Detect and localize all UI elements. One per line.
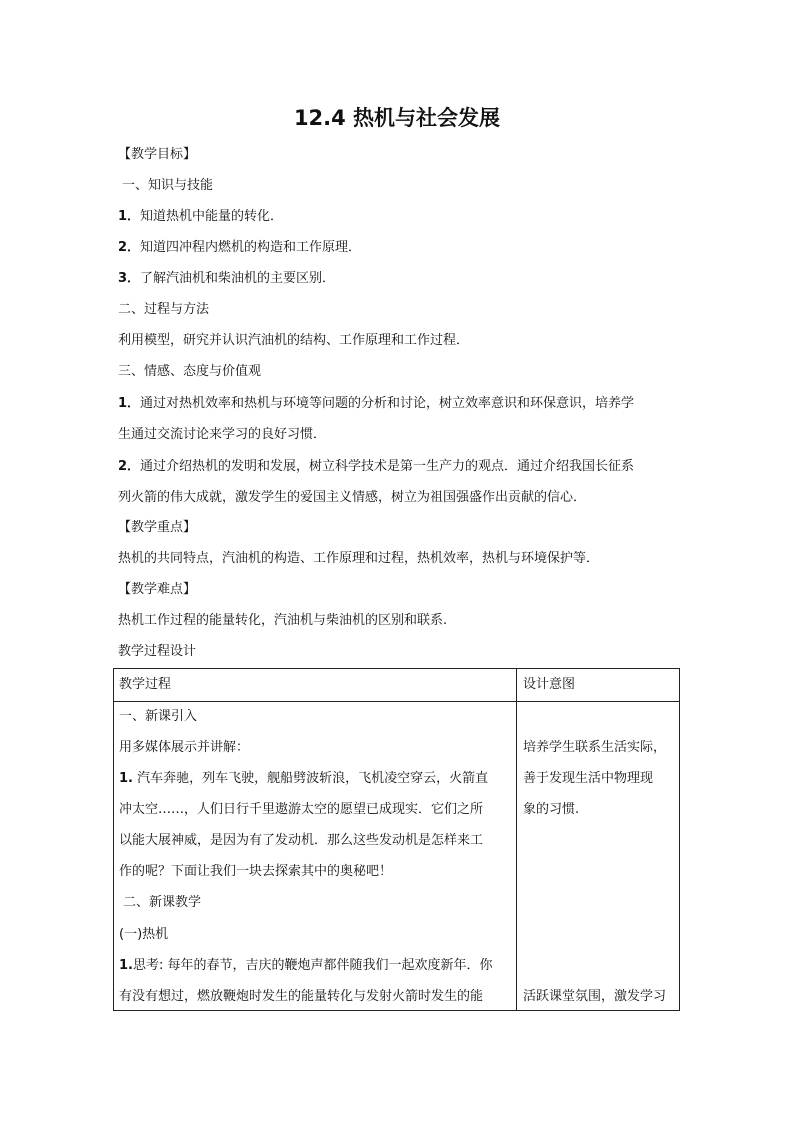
difficult-points-text: 热机工作过程的能量转化，汽油机与柴油机的区别和联系. (118, 613, 448, 628)
process-line: 以能大展神威，是因为有了发动机．那么这些发动机是怎样来工 (119, 833, 484, 848)
section2-heading: 二、过程与方法 (118, 302, 210, 317)
difficult-points-heading: 【教学难点】 (118, 582, 197, 597)
process-line: (一)热机 (119, 927, 169, 942)
item-number: 1. (119, 958, 133, 973)
item-text: 了解汽油机和柴油机的主要区别． (140, 271, 336, 286)
objective-item-1 (118, 207, 283, 227)
process-line: 用多媒体展示并讲解： (119, 740, 250, 755)
process-line: 有没有想过，燃放鞭炮时发生的能量转化与发射火箭时发生的能 (119, 989, 484, 1004)
header-divider (114, 701, 679, 702)
section2-text: 利用模型，研究并认识汽油机的结构、工作原理和工作过程． (118, 333, 470, 348)
header-process: 教学过程 (119, 677, 172, 692)
item-text: 汽车奔驰，列车飞驶，舰船劈波斩浪，飞机凌空穿云，火箭直 (132, 771, 489, 786)
item-number: 1. (119, 771, 133, 786)
section3-heading: 三、情感、态度与价值观 (118, 364, 262, 379)
page-title: 12.4 热机与社会发展 (293, 106, 501, 130)
process-line: 冲太空……，人们日行千里遨游太空的愿望已成现实．它们之所 (119, 802, 484, 817)
objective-item-3 (118, 269, 335, 289)
section3-item1-line2: 生通过交流讨论来学习的良好习惯． (118, 427, 327, 442)
section1-heading: 一、知识与技能 (122, 178, 214, 193)
header-intent: 设计意图 (523, 677, 576, 692)
process-design-label: 教学过程设计 (118, 644, 197, 659)
process-line: 一、新课引入 (119, 709, 198, 724)
item-text: 知道四冲程内燃机的构造和工作原理． (140, 240, 362, 255)
item-text: 思考: 每年的春节，吉庆的鞭炮声都伴随我们一起欢度新年．你 (132, 958, 493, 973)
section3-item2-line2: 列火箭的伟大成就，激发学生的爱国主义情感，树立为祖国强盛作出贡献的信心． (118, 490, 587, 505)
item-text: 通过介绍热机的发明和发展，树立科学技术是第一生产力的观点．通过介绍我国长征系 (140, 459, 635, 474)
column-divider (516, 669, 517, 1010)
process-line (119, 769, 488, 789)
intent-line: 培养学生联系生活实际， (523, 740, 667, 755)
item-number: 3． (118, 271, 141, 286)
teaching-process-table (113, 668, 680, 1011)
objective-item-2 (118, 238, 361, 258)
section3-item2-line1 (118, 457, 634, 477)
intent-line: 活跃课堂氛围，激发学习 (523, 989, 667, 1004)
key-points-text: 热机的共同特点，汽油机的构造、工作原理和过程，热机效率，热机与环境保护等． (118, 551, 600, 566)
process-line (119, 956, 493, 976)
item-text: 知道热机中能量的转化． (140, 209, 284, 224)
objectives-heading: 【教学目标】 (118, 147, 197, 162)
item-number: 1． (118, 209, 141, 224)
intent-line: 善于发现生活中物理现 (523, 771, 654, 786)
process-line: 二、新课教学 (123, 895, 202, 910)
item-number: 2． (118, 240, 141, 255)
process-line: 作的呢？下面让我们一块去探索其中的奥秘吧！ (119, 864, 393, 879)
section3-item1-line1 (118, 394, 634, 414)
item-number: 1． (118, 396, 141, 411)
item-text: 通过对热机效率和热机与环境等问题的分析和讨论，树立效率意识和环保意识，培养学 (140, 396, 635, 411)
key-points-heading: 【教学重点】 (118, 520, 197, 535)
item-number: 2． (118, 459, 141, 474)
intent-line: 象的习惯. (523, 802, 580, 817)
